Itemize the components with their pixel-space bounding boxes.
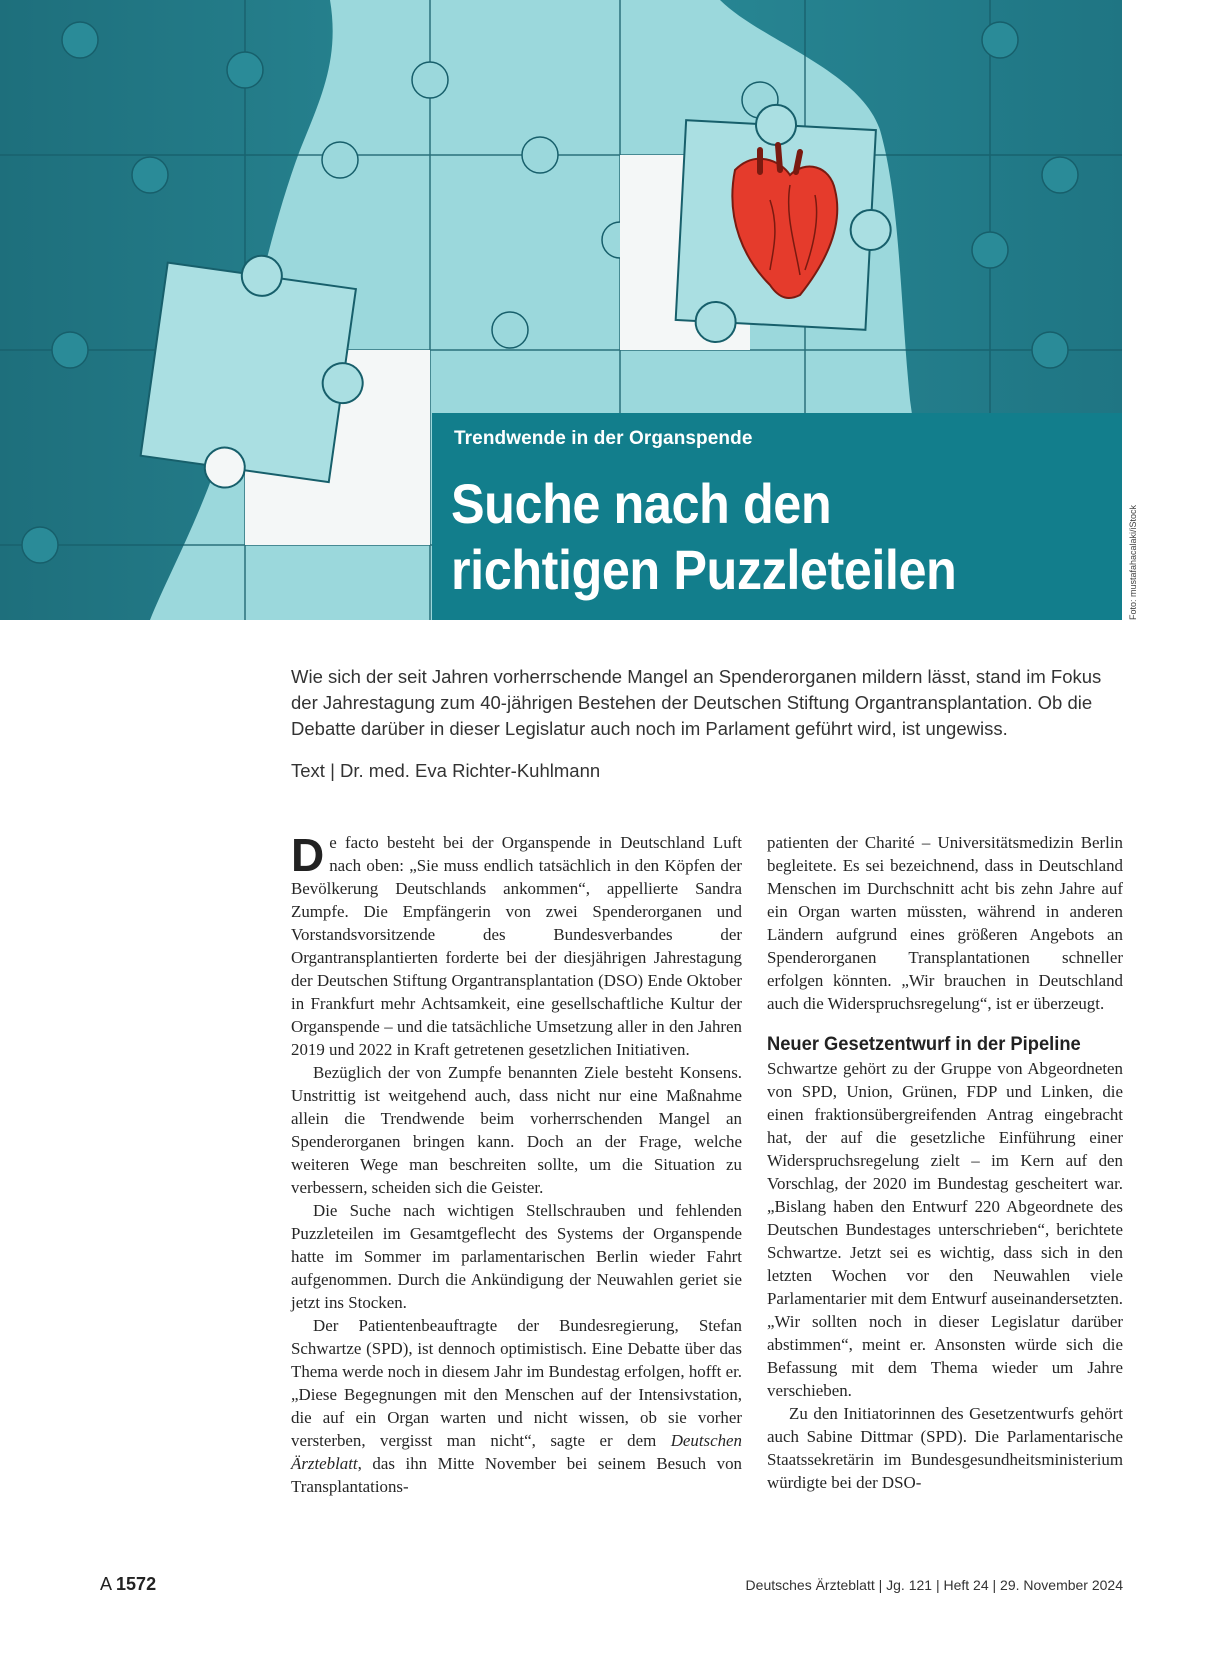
article-paragraph: patienten der Charité – Universitätsmedizin Berlin begleitete. Es sei bezeichnend, dass in Deutschland Menschen im Durchschnitt acht bis zehn Jahre auf ein Organ warten müssten, während in anderen Ländern aufgrund eines größeren Angebots an Spenderorganen Transplantationen schneller erfolgen könnten. „Wir brauchen in Deutschland auch die Widerspruchsregelung“, ist er überzeugt. <box>767 833 1123 1013</box>
article-column-left <box>291 831 742 1498</box>
publication-name: Deutschen Ärzteblatt <box>291 1431 742 1473</box>
page-title <box>451 471 956 603</box>
title-line-1: Suche nach den <box>451 472 832 535</box>
article-paragraph: Die Suche nach wichtigen Stellschrauben und fehlenden Puzzleteilen im Gesamtgeflecht des Systems der Organspende hatte im Sommer im parlamentarischen Berlin wieder Fahrt aufgenommen. Durch die Ankündigung der Neuwahlen geriet sie jetzt ins Stocken. <box>291 1201 742 1312</box>
page-prefix: A <box>100 1574 112 1594</box>
article-paragraph <box>291 1314 742 1498</box>
title-line-2: richtigen Puzzleteilen <box>451 538 957 601</box>
lead-paragraph: Wie sich der seit Jahren vorherrschende Mangel an Spenderorganen mildern lässt, stand im Fokus der Jahrestagung zum 40-jährigen Bestehen der Deutschen Stiftung Organtransplantation. Ob die Debatte darüber in dieser Legislatur auch noch im Parlament geführt wird, ist ungewiss. <box>291 666 1102 739</box>
article-column-right <box>767 831 1123 1494</box>
paragraph-text: Der Patientenbeauftragte der Bundesregierung, Stefan Schwartze (SPD), ist dennoch optimistisch. Eine Debatte über das Thema werde noch in diesem Jahr im Bundestag erfolgen, hofft er. „Diese Begegnungen mit den Menschen auf der Intensivstation, die auf ein Organ warten und nicht wissen, ob sie vorher versterben, vergisst man nicht“, sagte er dem <box>291 1316 742 1450</box>
article-paragraph <box>291 831 742 1061</box>
kicker: Trendwende in der Organspende <box>454 428 753 449</box>
photo-credit: Foto: mustafahacalaki/iStock <box>1128 504 1138 620</box>
article-paragraph: Bezüglich der von Zumpfe benannten Ziele besteht Konsens. Unstrittig ist weitgehend auch, dass nicht nur eine Maßnahme allein die Trendwende beim vorherrschenden Mangel an Spenderorganen bringen kann. Doch an der Frage, welche weiteren Wege man beschreiten sollte, um die Situation zu verbessern, scheiden sich die Geister. <box>291 1063 742 1197</box>
page-number <box>100 1574 156 1595</box>
article-paragraph: Zu den Initiatorinnen des Gesetzentwurfs gehört auch Sabine Dittmar (SPD). Die Parlamentarische Staatssekretärin im Bundesgesundheitsministerium würdigte bei der DSO- <box>767 1404 1123 1492</box>
page-number-value: 1572 <box>116 1574 157 1594</box>
drop-cap: D <box>291 829 325 881</box>
byline: Text | Dr. med. Eva Richter-Kuhlmann <box>291 760 601 781</box>
section-heading: Neuer Gesetzentwurf in der Pipeline <box>767 1033 1081 1055</box>
paragraph-text: , das ihn Mitte November bei seinem Besuch von Transplantations- <box>291 1454 742 1496</box>
headline-box <box>432 413 1122 620</box>
publication-info: Deutsches Ärzteblatt | Jg. 121 | Heft 24 | 29. November 2024 <box>745 1577 1123 1593</box>
paragraph-text: e facto besteht bei der Organspende in Deutschland Luft nach oben: „Sie muss endlich tatsächlich in den Köpfen der Bevölkerung Deutschlands ankommen“, appellierte Sandra Zumpfe. Die Empfängerin von zwei Spenderorganen und Vorstandsvorsitzende des Bundesverbandes der Organtransplantierten forderte bei der diesjährigen Jahrestagung der Deutschen Stiftung Organtransplantation (DSO) Ende Oktober in Frankfurt mehr Achtsamkeit, eine gesellschaftliche Kultur der Organspende – und die tatsächliche Umsetzung aller in den Jahren 2019 und 2022 in Kraft getretenen gesetzlichen Initiativen. <box>291 833 742 1059</box>
article-paragraph: Schwartze gehört zu der Gruppe von Abgeordneten von SPD, Union, Grünen, FDP und Linken, die einen fraktionsübergreifenden Antrag eingebracht hat, der auf die gesetzliche Einführung einer Widerspruchsregelung zielt – im Kern auf den Vorschlag, der 2020 im Bundestag gescheitert war. „Bislang haben den Entwurf 220 Abgeordnete des Deutschen Bundestages unterschrieben“, berichtete Schwartze. Jetzt sei es wichtig, dass sich in den letzten Wochen vor den Neuwahlen viele Parlamentarier mit dem Entwurf auseinandersetzten. „Wir sollten noch in dieser Legislatur darüber abstimmen“, meint er. Ansonsten würde sich die Befassung mit dem Thema wieder um Jahre verschieben. <box>767 1059 1123 1400</box>
